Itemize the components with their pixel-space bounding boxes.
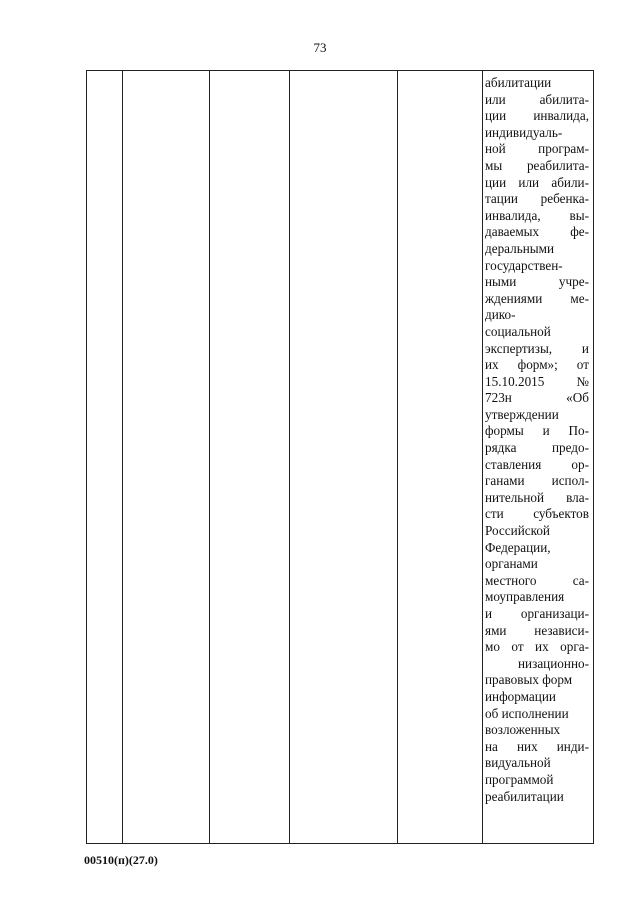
column-divider bbox=[122, 71, 123, 843]
cell-text-line: правовых форм bbox=[485, 672, 573, 688]
document-table bbox=[86, 70, 594, 844]
cell-text-line: ными учре- bbox=[485, 274, 589, 290]
cell-text-line: 723н «Об bbox=[485, 390, 589, 406]
cell-text-line: ции инвалида, bbox=[485, 108, 589, 124]
cell-text-line: индивидуаль- bbox=[485, 124, 563, 140]
cell-text-line: дико- bbox=[485, 307, 516, 323]
cell-text-line: сти субъектов bbox=[485, 506, 589, 522]
cell-text-line: деральными bbox=[485, 240, 555, 256]
page-number: 73 bbox=[313, 40, 327, 55]
cell-text-line: реабилитации bbox=[485, 788, 564, 804]
cell-text-line: видуальной bbox=[485, 755, 551, 771]
cell-text-line: Федерации, bbox=[485, 539, 551, 555]
cell-text-line: абилитации bbox=[485, 75, 552, 90]
document-code: 00510(п)(27.0) bbox=[84, 853, 158, 867]
cell-text-line: ями независи- bbox=[485, 622, 589, 638]
cell-text-line: ции или абили- bbox=[485, 174, 589, 190]
last-column-cell-text bbox=[485, 75, 589, 805]
cell-text-line: или абилита- bbox=[485, 91, 589, 107]
cell-text-line: социальной bbox=[485, 323, 551, 339]
cell-text-line: тации ребенка- bbox=[485, 191, 589, 207]
cell-text-line: ставления ор- bbox=[485, 456, 589, 472]
column-divider bbox=[482, 71, 483, 843]
cell-text-line: нительной вла- bbox=[485, 489, 589, 505]
cell-text-line: органами bbox=[485, 556, 538, 572]
cell-text-line: местного са- bbox=[485, 572, 589, 588]
cell-text-line: мы реабилита- bbox=[485, 157, 589, 173]
cell-text-line: 15.10.2015 № bbox=[485, 373, 589, 389]
column-divider bbox=[289, 71, 290, 843]
cell-text-line: инвалида, вы- bbox=[485, 207, 589, 223]
cell-text-line: их форм»; от bbox=[485, 357, 589, 373]
cell-text-line: возложенных bbox=[485, 722, 561, 738]
cell-text-line: и организаци- bbox=[485, 606, 589, 621]
cell-text-line: информации bbox=[485, 688, 556, 704]
cell-text-line: моуправления bbox=[485, 589, 565, 605]
cell-text-line: Российской bbox=[485, 523, 550, 539]
cell-text-line: рядка предо- bbox=[485, 440, 589, 456]
cell-text-line: даваемых фе- bbox=[485, 224, 589, 240]
cell-text-line: низационно- bbox=[518, 655, 589, 671]
cell-text-line: формы и По- bbox=[485, 423, 589, 439]
cell-text-line: программой bbox=[485, 771, 554, 787]
cell-text-line: экспертизы, и bbox=[485, 340, 589, 356]
cell-text-line: об исполнении bbox=[485, 705, 569, 721]
cell-text-line: ганами испол- bbox=[485, 473, 589, 489]
cell-text-line: ждениями ме- bbox=[485, 290, 589, 306]
cell-text-line: ной програм- bbox=[485, 141, 589, 157]
cell-text-line: государствен- bbox=[485, 257, 563, 273]
column-divider bbox=[209, 71, 210, 843]
cell-text-line: на них инди- bbox=[485, 738, 589, 754]
column-divider bbox=[397, 71, 398, 843]
cell-text-line: мо от их орга- bbox=[485, 639, 589, 655]
cell-text-line: утверждении bbox=[485, 406, 559, 422]
